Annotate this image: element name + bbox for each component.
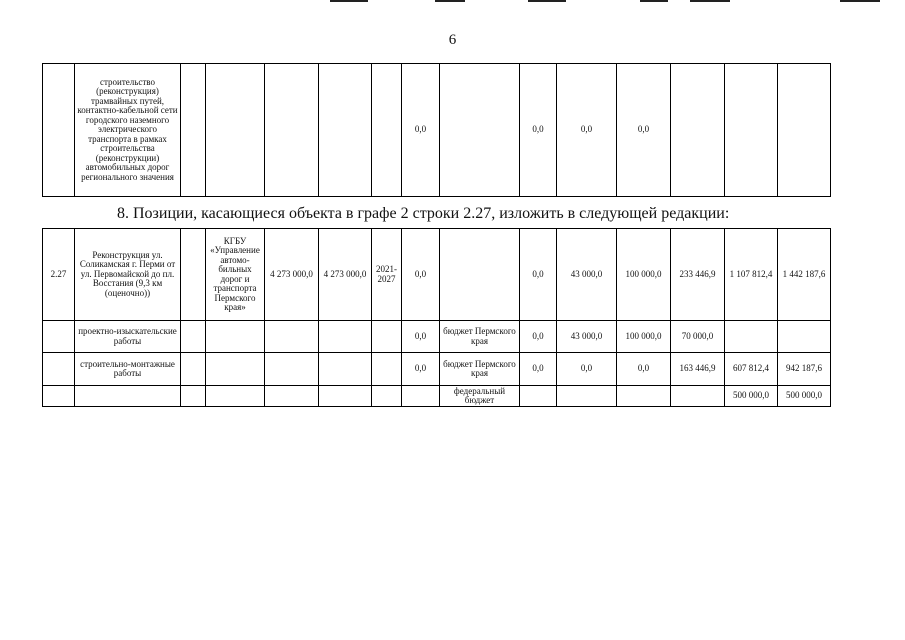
cell <box>725 64 778 197</box>
cell <box>372 64 402 197</box>
value-cell: 0,0 <box>402 229 440 321</box>
cell <box>319 64 372 197</box>
top-edge-marks <box>0 0 905 4</box>
value-cell: 0,0 <box>520 64 557 197</box>
table-row <box>43 229 831 321</box>
value-cell: 500 000,0 <box>778 386 831 407</box>
cell <box>440 229 520 321</box>
value-cell: 500 000,0 <box>725 386 778 407</box>
value-cell: 0,0 <box>402 353 440 386</box>
cell <box>265 386 319 407</box>
cell <box>440 64 520 197</box>
cell <box>319 321 372 353</box>
cell <box>265 321 319 353</box>
cell <box>206 353 265 386</box>
cell <box>181 386 206 407</box>
cell <box>372 321 402 353</box>
value-cell: 0,0 <box>617 64 671 197</box>
value-cell: 70 000,0 <box>671 321 725 353</box>
table-row <box>43 64 831 197</box>
table-row <box>43 353 831 386</box>
value-cell: 0,0 <box>402 64 440 197</box>
cell <box>778 64 831 197</box>
cell <box>206 64 265 197</box>
cell <box>372 353 402 386</box>
cell <box>402 386 440 407</box>
cell <box>43 64 75 197</box>
cell <box>520 386 557 407</box>
object-table <box>42 228 831 407</box>
value-cell: 0,0 <box>617 353 671 386</box>
value-cell: 942 187,6 <box>778 353 831 386</box>
cell <box>206 386 265 407</box>
cell <box>671 386 725 407</box>
cell <box>181 64 206 197</box>
cell <box>181 321 206 353</box>
table-row <box>43 386 831 407</box>
cost-cell: 4 273 000,0 <box>265 229 319 321</box>
value-cell: 43 000,0 <box>557 229 617 321</box>
cell <box>319 353 372 386</box>
value-cell: 163 446,9 <box>671 353 725 386</box>
row-number: 2.27 <box>43 229 75 321</box>
cell <box>181 353 206 386</box>
cell <box>75 386 181 407</box>
customer-name: КГБУ «Управление автомо-бильных дорог и транспорта Пермского края» <box>206 229 265 321</box>
cell <box>181 229 206 321</box>
value-cell: 1 442 187,6 <box>778 229 831 321</box>
value-cell: 0,0 <box>557 353 617 386</box>
cell <box>617 386 671 407</box>
cell <box>43 386 75 407</box>
cell <box>671 64 725 197</box>
value-cell: 0,0 <box>557 64 617 197</box>
object-name: Реконструкция ул. Соликамская г. Перми от ул. Первомайской до пл. Восстания (9,3 км (оценочно)) <box>75 229 181 321</box>
cell <box>778 321 831 353</box>
cell <box>319 386 372 407</box>
funding-source: бюджет Пермского края <box>440 353 520 386</box>
cost-cell: 4 273 000,0 <box>319 229 372 321</box>
work-description: строительство (реконструкция) трамвайных путей, контактно-кабельной сети городского наземного электрического транспорта в рамках строительства (реконструкции) автомобильных дорог регионального значения <box>75 64 181 197</box>
cell <box>43 353 75 386</box>
page-number: 6 <box>448 32 457 48</box>
cell <box>372 386 402 407</box>
period-cell: 2021-2027 <box>372 229 402 321</box>
cell <box>265 353 319 386</box>
cell <box>265 64 319 197</box>
value-cell: 0,0 <box>402 321 440 353</box>
value-cell: 100 000,0 <box>617 229 671 321</box>
table-row <box>43 321 831 353</box>
work-type: строительно-монтажные работы <box>75 353 181 386</box>
cell <box>43 321 75 353</box>
continuation-table <box>42 63 831 197</box>
section-heading: 8. Позиции, касающиеся объекта в графе 2 строки 2.27, изложить в следующей редакции: <box>117 205 730 222</box>
value-cell: 43 000,0 <box>557 321 617 353</box>
cell <box>206 321 265 353</box>
cell <box>725 321 778 353</box>
value-cell: 607 812,4 <box>725 353 778 386</box>
value-cell: 0,0 <box>520 229 557 321</box>
value-cell: 1 107 812,4 <box>725 229 778 321</box>
funding-source: бюджет Пермского края <box>440 321 520 353</box>
cell <box>557 386 617 407</box>
value-cell: 0,0 <box>520 353 557 386</box>
value-cell: 233 446,9 <box>671 229 725 321</box>
value-cell: 100 000,0 <box>617 321 671 353</box>
work-type: проектно-изыскательские работы <box>75 321 181 353</box>
value-cell: 0,0 <box>520 321 557 353</box>
funding-source: федеральный бюджет <box>440 386 520 407</box>
